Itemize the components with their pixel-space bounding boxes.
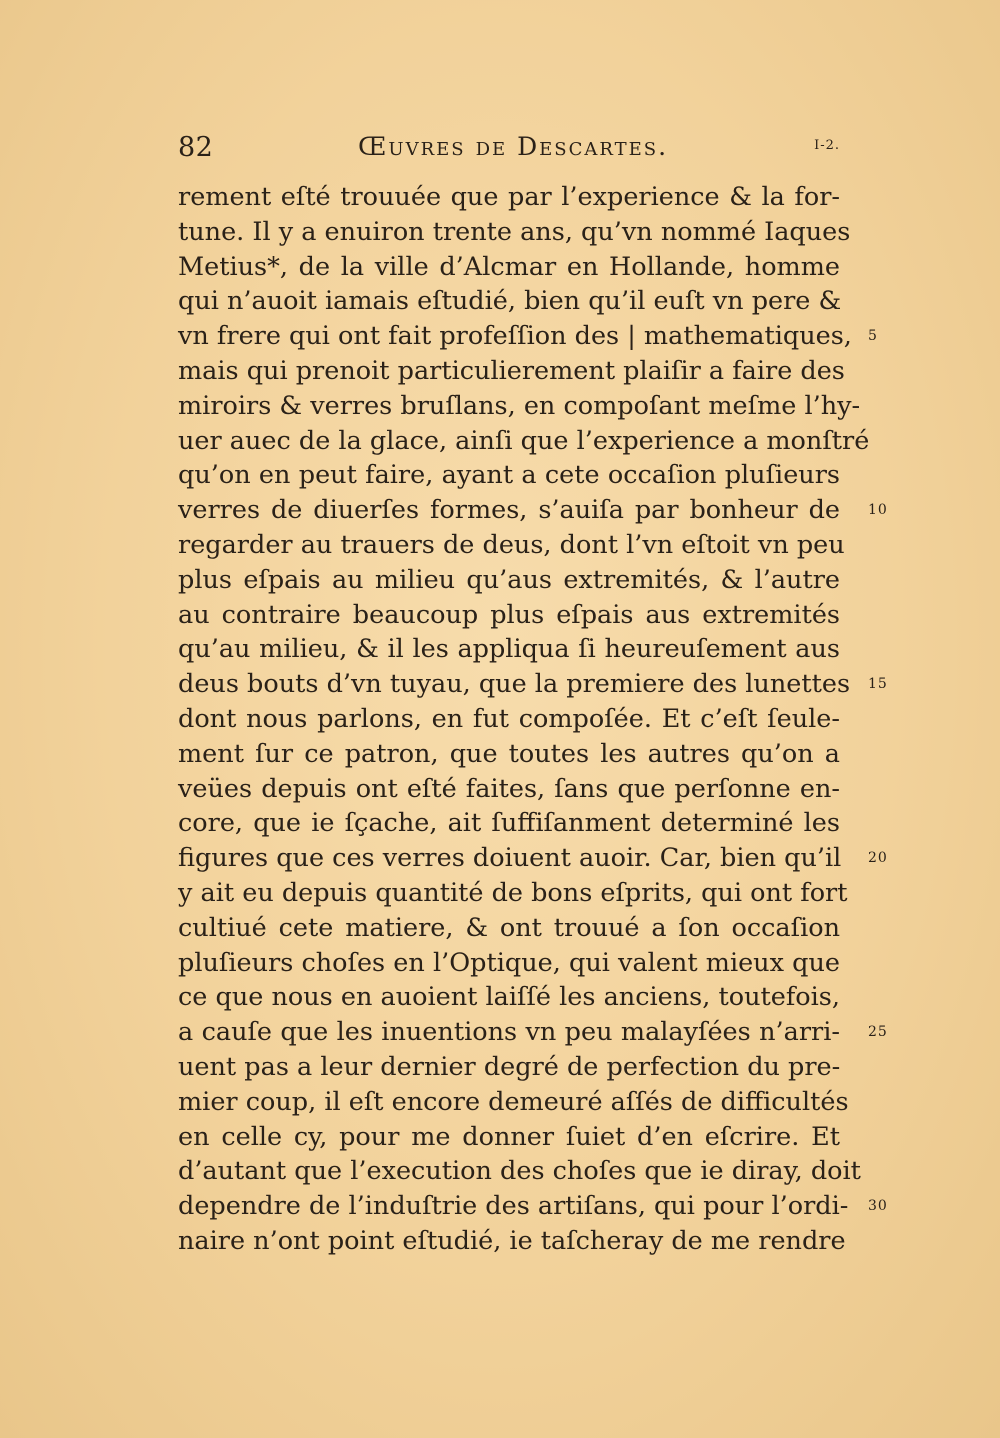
text-line xyxy=(178,319,878,354)
text-line xyxy=(178,806,840,841)
text-line-content: qu’au milieu, & il les appliqua ſi heureuſement aus xyxy=(178,634,840,665)
text-line xyxy=(178,1224,846,1259)
text-line xyxy=(178,980,840,1015)
text-line-content: uent pas a leur dernier degré de perfection du pre- xyxy=(178,1051,841,1082)
text-line-content: pluſieurs choſes en l’Optique, qui valent mieux que xyxy=(178,947,840,978)
text-line xyxy=(178,876,848,911)
text-line-content: regarder au trauers de deus, dont l’vn eſtoit vn peu xyxy=(178,529,845,560)
text-line-content: cultiué cete matiere, & ont trouué a ſon occaſion xyxy=(178,912,840,943)
text-line xyxy=(178,946,840,981)
text-line xyxy=(178,180,840,215)
text-line xyxy=(178,1015,888,1050)
text-line xyxy=(178,424,870,459)
text-line-content: mier coup, il eſt encore demeuré aſſés de difficultés xyxy=(178,1086,849,1117)
running-title: Œuvres de Descartes. xyxy=(358,132,669,161)
text-line-content: uer auec de la glace, ainſi que l’experience a monſtré xyxy=(178,425,870,456)
text-line-content: au contraire beaucoup plus eſpais aus extremités xyxy=(178,599,840,630)
text-line-content: en celle cy, pour me donner ſuiet d’en eſcrire. Et xyxy=(178,1121,840,1152)
text-line xyxy=(178,598,840,633)
text-line-content: y ait eu depuis quantité de bons eſprits, qui ont fort xyxy=(178,877,848,908)
text-line xyxy=(178,1050,840,1085)
text-line xyxy=(178,772,840,807)
page-header xyxy=(178,132,840,168)
text-line xyxy=(178,667,888,702)
text-line-content: tune. Il y a enuiron trente ans, qu’vn nommé Iaques xyxy=(178,216,851,247)
text-line xyxy=(178,493,888,528)
text-line-content: qui n’auoit iamais eſtudié, bien qu’il euſt vn pere & xyxy=(178,286,842,317)
text-line xyxy=(178,215,851,250)
text-line-content: dependre de l’induſtrie des artiſans, qui pour l’ordi- xyxy=(178,1191,849,1222)
text-line xyxy=(178,1120,840,1155)
text-line xyxy=(178,389,861,424)
text-line xyxy=(178,250,840,285)
text-line-content: mais qui prenoit particulierement plaiſir a faire des xyxy=(178,355,845,386)
line-number: 20 xyxy=(868,850,888,867)
text-line xyxy=(178,284,840,319)
text-line-content: qu’on en peut faire, ayant a cete occaſion pluſieurs xyxy=(178,460,840,491)
text-line xyxy=(178,911,840,946)
text-line xyxy=(178,737,840,772)
text-line-content: ment ſur ce patron, que toutes les autres qu’on a xyxy=(178,738,840,769)
body-text xyxy=(178,180,888,1259)
text-line-content: vn frere qui ont fait profeſſion des | mathematiques, xyxy=(178,321,852,352)
line-number: 25 xyxy=(868,1024,888,1041)
text-line-content: ce que nous en auoient laiſſé les anciens, toutefois, xyxy=(178,982,840,1013)
page-number: 82 xyxy=(178,132,214,163)
text-line xyxy=(178,1154,861,1189)
text-line-content: core, que ie ſçache, ait ſuffiſanment determiné les xyxy=(178,808,840,839)
text-line-content: Metius*, de la ville d’Alcmar en Hollande, homme xyxy=(178,251,840,282)
text-line-content: veües depuis ont eſté faites, ſans que perſonne en- xyxy=(178,773,840,804)
text-line-content: rement eſté trouuée que par l’experience & la for- xyxy=(178,182,840,212)
line-number: 30 xyxy=(868,1198,888,1215)
text-line xyxy=(178,563,840,598)
text-line xyxy=(178,458,840,493)
text-line-content: d’autant que l’execution des choſes que ie diray, doit xyxy=(178,1156,861,1187)
text-line-content: miroirs & verres bruſlans, en compoſant meſme l’hy- xyxy=(178,390,861,421)
page-reference: I-2. xyxy=(814,138,840,153)
text-line xyxy=(178,702,840,737)
text-line xyxy=(178,1189,888,1224)
line-number: 5 xyxy=(868,328,878,345)
text-line xyxy=(178,354,845,389)
text-line xyxy=(178,632,840,667)
text-line-content: plus eſpais au milieu qu’aus extremités, & l’autre xyxy=(178,564,840,595)
text-line-content: verres de diuerſes formes, s’auiſa par bonheur de xyxy=(178,495,840,526)
text-line xyxy=(178,841,888,876)
line-number: 10 xyxy=(868,502,888,519)
line-number: 15 xyxy=(868,676,888,693)
text-line-content: deus bouts d’vn tuyau, que la premiere des lunettes xyxy=(178,669,851,700)
text-line xyxy=(178,528,845,563)
text-line-content: naire n’ont point eſtudié, ie taſcheray de me rendre xyxy=(178,1225,846,1256)
text-line-content: dont nous parlons, en fut compoſée. Et c’eſt ſeule- xyxy=(178,703,840,734)
text-line xyxy=(178,1085,849,1120)
text-line-content: a cauſe que les inuentions vn peu malayſées n’arri- xyxy=(178,1017,840,1048)
text-line-content: figures que ces verres doiuent auoir. Car, bien qu’il xyxy=(178,843,842,874)
